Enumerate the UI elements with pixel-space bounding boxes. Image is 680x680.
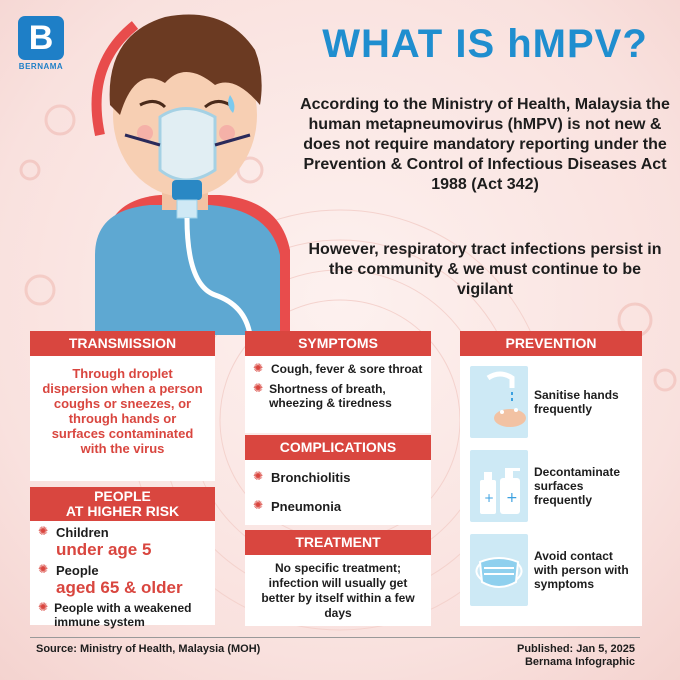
risk-item-highlight: aged 65 & older bbox=[56, 578, 183, 597]
sanitiser-bottle-icon bbox=[470, 450, 528, 522]
symptom-item bbox=[253, 382, 423, 410]
symptoms-header: SYMPTOMS bbox=[245, 331, 431, 356]
complication-text: Pneumonia bbox=[271, 499, 342, 514]
transmission-text: Through droplet dispersion when a person coughs or sneezes, or through hands or surfaces contaminated with the virus bbox=[42, 366, 203, 456]
prevention-text: Avoid contact with person with symptoms bbox=[534, 549, 629, 591]
virus-bullet-icon: ✺ bbox=[253, 361, 264, 375]
risk-item bbox=[38, 601, 207, 629]
symptoms-card bbox=[245, 331, 431, 433]
virus-bullet-icon: ✺ bbox=[38, 524, 49, 538]
risk-item bbox=[38, 525, 207, 559]
treatment-card bbox=[245, 530, 431, 626]
transmission-card bbox=[30, 331, 215, 481]
transmission-header: TRANSMISSION bbox=[30, 331, 215, 356]
complication-item bbox=[253, 470, 423, 485]
svg-text:+: + bbox=[506, 490, 518, 506]
risk-header-line1: PEOPLE bbox=[94, 488, 151, 504]
prevention-header: PREVENTION bbox=[460, 331, 642, 356]
prevention-card bbox=[460, 331, 642, 626]
virus-bullet-icon: ✺ bbox=[38, 562, 49, 576]
risk-header-line2: AT HIGHER RISK bbox=[65, 503, 180, 519]
published-date: Published: Jan 5, 2025 bbox=[517, 643, 635, 655]
treatment-header: TREATMENT bbox=[245, 530, 431, 555]
symptom-text: Cough, fever & sore throat bbox=[271, 362, 423, 376]
virus-bullet-icon: ✺ bbox=[253, 469, 264, 483]
risk-item-highlight: under age 5 bbox=[56, 540, 152, 559]
risk-item-label: Children bbox=[56, 525, 109, 540]
footer-divider bbox=[30, 637, 640, 638]
risk-item-label: People bbox=[56, 563, 99, 578]
symptom-text: Shortness of breath, wheezing & tiredness bbox=[269, 382, 392, 410]
prevention-item bbox=[460, 356, 642, 438]
complications-card bbox=[245, 435, 431, 525]
source-text: Source: Ministry of Health, Malaysia (MOH) bbox=[36, 643, 261, 655]
risk-item-label: People with a weakened immune system bbox=[54, 601, 192, 629]
page-title: WHAT IS hMPV? bbox=[322, 22, 648, 66]
bernama-logo bbox=[18, 16, 64, 72]
treatment-text: No specific treatment; infection will usually get better by itself within a few days bbox=[261, 561, 415, 620]
symptom-item bbox=[253, 362, 423, 376]
sick-child-illustration bbox=[65, 5, 305, 335]
logo-mark: B bbox=[18, 16, 64, 60]
logo-text: BERNAMA bbox=[18, 62, 64, 71]
risk-card bbox=[30, 487, 215, 629]
prevention-item bbox=[460, 438, 642, 522]
risk-item bbox=[38, 563, 207, 597]
credit-text: Bernama Infographic bbox=[524, 656, 635, 668]
virus-bullet-icon: ✺ bbox=[38, 600, 49, 614]
complication-text: Bronchiolitis bbox=[271, 470, 351, 485]
prevention-item bbox=[460, 522, 642, 606]
complications-header: COMPLICATIONS bbox=[245, 435, 431, 460]
intro-paragraph-1: According to the Ministry of Health, Malaysia the human metapneumovirus (hMPV) is not new & does not require mandatory reporting under the Prevention & Control of Infectious Diseases Act 1988 (Act 342) bbox=[300, 96, 670, 193]
virus-bullet-icon: ✺ bbox=[253, 381, 264, 395]
prevention-text: Decontaminate surfaces frequently bbox=[534, 465, 621, 507]
virus-bullet-icon: ✺ bbox=[253, 498, 264, 512]
prevention-text: Sanitise hands frequently bbox=[534, 388, 619, 416]
svg-text:+: + bbox=[484, 491, 495, 505]
risk-header bbox=[30, 487, 215, 521]
face-mask-icon bbox=[470, 534, 528, 606]
complication-item bbox=[253, 499, 423, 514]
handwash-icon bbox=[470, 366, 528, 438]
intro-paragraph-2: However, respiratory tract infections persist in the community & we must continue to be vigilant bbox=[308, 241, 662, 298]
